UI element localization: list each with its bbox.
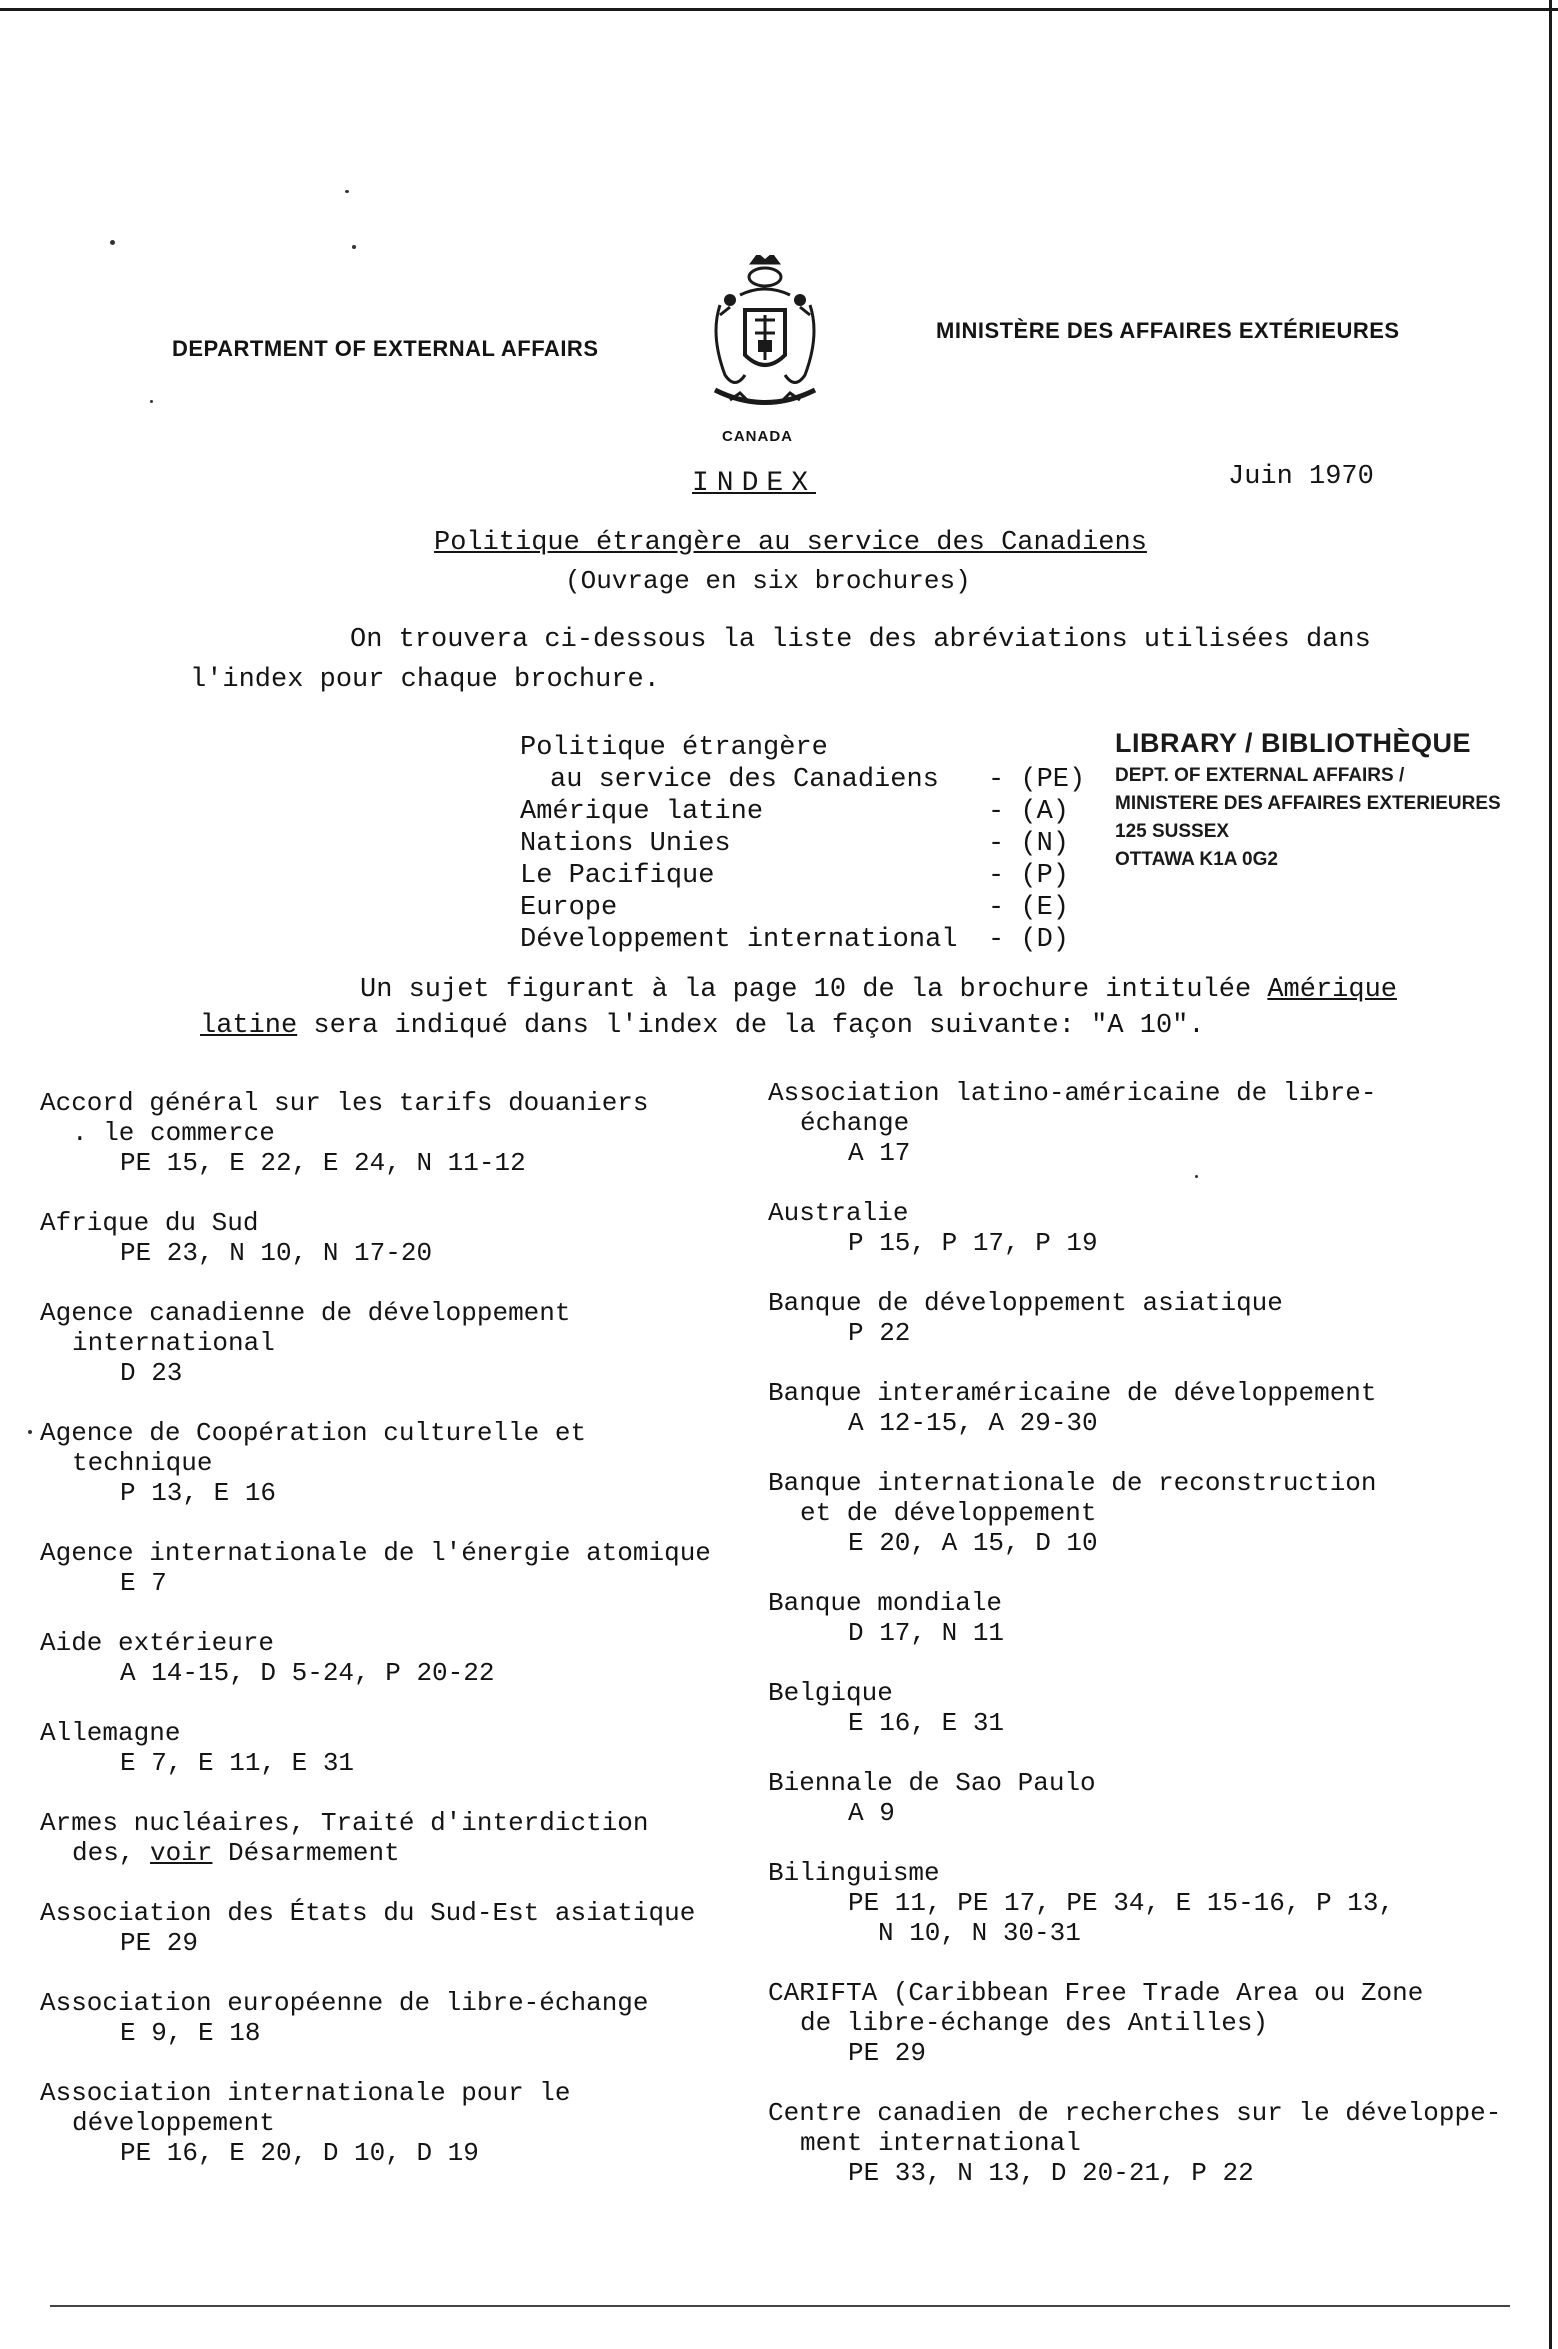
entry-term: Association des États du Sud-Est asiatique — [40, 1898, 696, 1928]
index-entry — [768, 1588, 1548, 1648]
entry-references: PE 15, E 22, E 24, N 11-12 — [120, 1148, 526, 1178]
cross-reference-voir: voir — [150, 1838, 213, 1868]
entry-term-cont: développement — [72, 2108, 275, 2138]
scan-speck — [150, 400, 153, 403]
entry-references: E 20, A 15, D 10 — [848, 1528, 1098, 1558]
intro-line-2: l'index pour chaque brochure. — [190, 665, 660, 695]
document-subtitle: (Ouvrage en six brochures) — [565, 566, 971, 596]
abbreviation-code: - (PE) — [988, 765, 1086, 795]
document-date: Juin 1970 — [1228, 462, 1374, 492]
entry-references: PE 33, N 13, D 20-21, P 22 — [848, 2158, 1254, 2188]
entry-term: Australie — [768, 1198, 909, 1228]
entry-term: Bilinguisme — [768, 1858, 940, 1888]
index-entry — [40, 1988, 760, 2048]
example-text: sera indiqué dans l'index de la façon suivante: "A 10". — [297, 1011, 1205, 1041]
entry-references: D 23 — [120, 1358, 183, 1388]
entry-term-cont: . le commerce — [72, 1118, 275, 1148]
intro-line-1: On trouvera ci-dessous la liste des abréviations utilisées dans — [350, 625, 1371, 655]
page-top-edge — [0, 8, 1558, 11]
index-entry — [768, 1288, 1548, 1348]
document-title: Politique étrangère au service des Canadiens — [434, 528, 1147, 558]
entry-references: P 22 — [848, 1318, 911, 1348]
entry-term: Association latino-américaine de libre- — [768, 1078, 1377, 1108]
entry-term: Biennale de Sao Paulo — [768, 1768, 1096, 1798]
index-column-right — [768, 1078, 1548, 2218]
entry-references: PE 11, PE 17, PE 34, E 15-16, P 13, — [848, 1888, 1395, 1918]
index-entry — [40, 1538, 760, 1598]
index-entry — [40, 1418, 760, 1508]
entry-term: Afrique du Sud — [40, 1208, 259, 1238]
department-header-fr: MINISTÈRE DES AFFAIRES EXTÉRIEURES — [936, 318, 1400, 343]
abbreviation-code: - (E) — [988, 893, 1070, 923]
canada-coat-of-arms-icon — [700, 255, 830, 420]
entry-references: D 17, N 11 — [848, 1618, 1005, 1648]
entry-term: Banque de développement asiatique — [768, 1288, 1283, 1318]
library-stamp — [1115, 728, 1501, 871]
entry-term-cont: international — [72, 1328, 275, 1358]
index-entry — [768, 1858, 1548, 1948]
entry-term: Aide extérieure — [40, 1628, 275, 1658]
index-entry — [40, 1088, 760, 1178]
abbreviation-code: - (D) — [988, 925, 1070, 955]
example-text: Un sujet figurant à la page 10 de la brochure intitulée — [360, 975, 1268, 1005]
index-entry — [40, 1298, 760, 1388]
index-entry — [40, 1718, 760, 1778]
abbreviation-code: - (A) — [988, 797, 1070, 827]
entry-term: Association européenne de libre-échange — [40, 1988, 649, 2018]
scan-speck — [110, 240, 115, 245]
index-heading: INDEX — [692, 468, 817, 499]
abbreviation-name: Le Pacifique — [520, 861, 715, 891]
index-entry — [768, 1078, 1548, 1168]
scan-speck — [352, 245, 356, 249]
index-entry — [768, 1768, 1548, 1828]
abbreviation-name: Europe — [520, 893, 618, 923]
entry-references: PE 29 — [848, 2038, 927, 2068]
entry-references: P 15, P 17, P 19 — [848, 1228, 1098, 1258]
index-column-left — [40, 1088, 760, 2198]
index-entry — [40, 1898, 760, 1958]
abbreviation-name: Nations Unies — [520, 829, 731, 859]
abbreviation-code: - (N) — [988, 829, 1070, 859]
abbreviation-name: au service des Canadiens — [550, 765, 939, 795]
index-entry — [768, 1468, 1548, 1558]
index-entry — [768, 1198, 1548, 1258]
entry-references: PE 29 — [120, 1928, 199, 1958]
example-title-underlined: latine — [200, 1011, 298, 1041]
stamp-line: DEPT. OF EXTERNAL AFFAIRS / — [1115, 765, 1405, 786]
stamp-line: LIBRARY / BIBLIOTHÈQUE — [1115, 728, 1472, 758]
abbreviation-code: - (P) — [988, 861, 1070, 891]
index-entry — [40, 1628, 760, 1688]
scan-speck — [1195, 1175, 1198, 1178]
entry-term: Armes nucléaires, Traité d'interdiction — [40, 1808, 649, 1838]
entry-term: CARIFTA (Caribbean Free Trade Area ou Zone — [768, 1978, 1424, 2008]
index-entry — [768, 1678, 1548, 1738]
department-header-en: DEPARTMENT OF EXTERNAL AFFAIRS — [172, 336, 599, 361]
entry-references: A 17 — [848, 1138, 911, 1168]
entry-references: A 9 — [848, 1798, 895, 1828]
entry-references: E 9, E 18 — [120, 2018, 261, 2048]
entry-references: E 7, E 11, E 31 — [120, 1748, 355, 1778]
stamp-line: 125 SUSSEX — [1115, 821, 1230, 842]
entry-term: Agence internationale de l'énergie atomique — [40, 1538, 711, 1568]
entry-text: des, — [72, 1838, 151, 1868]
entry-references: A 12-15, A 29-30 — [848, 1408, 1098, 1438]
index-entry — [768, 2098, 1548, 2188]
entry-term: Association internationale pour le — [40, 2078, 571, 2108]
page-right-edge — [1549, 0, 1552, 2349]
entry-term: Centre canadien de recherches sur le développe- — [768, 2098, 1502, 2128]
entry-references: E 7 — [120, 1568, 167, 1598]
entry-term: Agence de Coopération culturelle et — [40, 1418, 587, 1448]
index-entry — [768, 1378, 1548, 1438]
index-entry — [40, 1808, 760, 1868]
entry-term: Banque mondiale — [768, 1588, 1003, 1618]
abbreviation-name: Politique étrangère — [520, 733, 828, 763]
entry-term-cont: et de développement — [800, 1498, 1097, 1528]
entry-references-cont: N 10, N 30-31 — [878, 1918, 1081, 1948]
scan-speck — [28, 1430, 32, 1434]
entry-term-cont: de libre-échange des Antilles) — [800, 2008, 1269, 2038]
abbreviation-name: Développement international — [520, 925, 958, 955]
example-paragraph — [200, 972, 1420, 1044]
scan-speck — [345, 190, 349, 193]
example-title-underlined: Amérique — [1267, 975, 1397, 1005]
entry-term-cont: ment international — [800, 2128, 1081, 2158]
entry-term: Allemagne — [40, 1718, 181, 1748]
entry-term-cont: échange — [800, 1108, 910, 1138]
crest-label: CANADA — [722, 428, 793, 445]
entry-references: E 16, E 31 — [848, 1708, 1005, 1738]
index-entry — [768, 1978, 1548, 2068]
entry-references: PE 23, N 10, N 17-20 — [120, 1238, 433, 1268]
entry-references: P 13, E 16 — [120, 1478, 277, 1508]
index-entry — [40, 2078, 760, 2168]
entry-term-cont: technique — [72, 1448, 213, 1478]
index-entry — [40, 1208, 760, 1268]
page-bottom-edge — [50, 2305, 1510, 2307]
entry-term: Accord général sur les tarifs douaniers — [40, 1088, 649, 1118]
entry-term: Agence canadienne de développement — [40, 1298, 571, 1328]
intro-paragraph — [190, 620, 1420, 700]
entry-references: A 14-15, D 5-24, P 20-22 — [120, 1658, 495, 1688]
stamp-line: OTTAWA K1A 0G2 — [1115, 849, 1278, 870]
entry-term-cont — [40, 1838, 760, 1868]
stamp-line: MINISTERE DES AFFAIRES EXTERIEURES — [1115, 793, 1501, 814]
abbreviation-name: Amérique latine — [520, 797, 764, 827]
entry-term: Belgique — [768, 1678, 893, 1708]
entry-term: Banque interaméricaine de développement — [768, 1378, 1377, 1408]
entry-text: Désarmement — [212, 1838, 400, 1868]
entry-term: Banque internationale de reconstruction — [768, 1468, 1377, 1498]
entry-references: PE 16, E 20, D 10, D 19 — [120, 2138, 479, 2168]
